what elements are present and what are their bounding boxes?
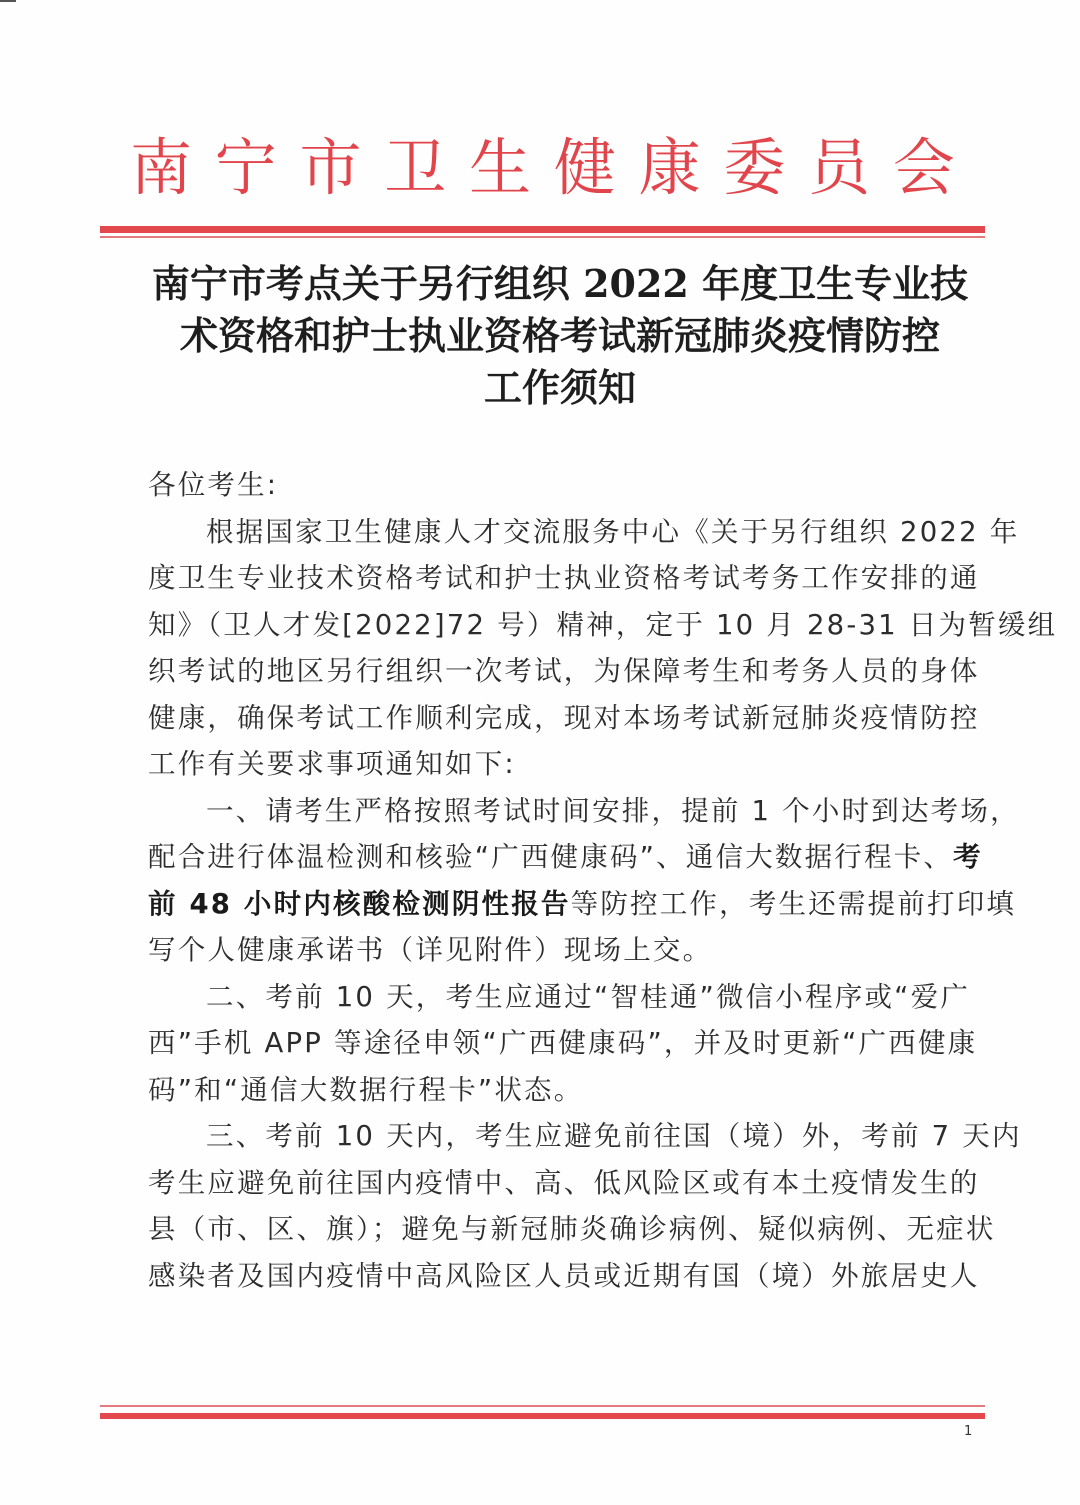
item2-line: 二、考前 10 天，考生应通过“智桂通”微信小程序或“爱广: [206, 980, 971, 1013]
item2-line: 码”和“通信大数据行程卡”状态。: [148, 1073, 584, 1106]
letterhead-char: 员: [808, 131, 871, 204]
header-rule-thick: [100, 226, 985, 233]
title-line: 术资格和护士执业资格考试新冠肺炎疫情防控: [179, 313, 940, 358]
item1-text: 等防控工作，考生还需提前打印填: [570, 887, 1017, 920]
salutation: 各位考生:: [148, 469, 279, 501]
item1-text: 配合进行体温检测和核验“广西健康码”、通信大数据行程卡、: [148, 841, 954, 873]
letterhead-char: 宁: [214, 131, 277, 204]
document-body: [148, 462, 1058, 1299]
letterhead-char: 生: [469, 131, 532, 204]
item1-line: 一、请考生严格按照考试时间安排，提前 1 个小时到达考场，: [206, 794, 1020, 827]
footer-rule-thick: [100, 1413, 985, 1419]
letterhead-char: 卫: [384, 131, 447, 204]
title-line: 工作须知: [483, 365, 636, 410]
intro-line: 工作有关要求事项通知如下:: [148, 748, 516, 780]
item1-emphasis: 考: [953, 841, 983, 873]
item3-line: 县（市、区、旗）；避免与新冠肺炎确诊病例、疑似病例、无症状: [148, 1213, 996, 1245]
letterhead-char: 委: [723, 131, 786, 204]
intro-line: 度卫生专业技术资格考试和护士执业资格考试考务工作安排的通: [148, 562, 980, 594]
footer-rule-thin: [100, 1405, 985, 1407]
letterhead-char: 会: [892, 131, 955, 204]
title-line: 南宁市考点关于另行组织 2022 年度卫生专业技: [151, 261, 969, 306]
letterhead-char: 市: [299, 131, 362, 204]
intro-line: 织考试的地区另行组织一次考试，为保障考生和考务人员的身体: [148, 655, 980, 687]
letterhead-char: 健: [553, 131, 616, 204]
intro-line: 健康，确保考试工作顺利完成，现对本场考试新冠肺炎疫情防控: [148, 701, 980, 734]
item1-line: [148, 881, 1017, 928]
item3-line: 感染者及国内疫情中高风险区人员或近期有国（境）外旅居史人: [148, 1259, 980, 1292]
intro-line: 知》（卫人才发[2022]72 号）精神，定于 10 月 28-31 日为暂缓组: [148, 608, 1058, 641]
letterhead-org-name: [100, 128, 985, 208]
item2-line: 西”手机 APP 等途径申领“广西健康码”，并及时更新“广西健康: [148, 1027, 978, 1059]
letterhead-char: 康: [638, 131, 701, 204]
intro-line: 根据国家卫生健康人才交流服务中心《关于另行组织 2022 年: [206, 515, 1020, 548]
item3-line: 三、考前 10 天内，考生应避免前往国（境）外，考前 7 天内: [206, 1120, 1022, 1152]
item1-emphasis: 前 48 小时内核酸检测阴性报告: [148, 887, 571, 920]
item1-line: [148, 834, 983, 881]
document-title: [130, 258, 990, 414]
item1-line: 写个人健康承诺书（详见附件）现场上交。: [148, 934, 713, 966]
header-rule-thin: [100, 236, 985, 238]
letterhead-char: 南: [130, 131, 193, 204]
item3-line: 考生应避免前往国内疫情中、高、低风险区或有本土疫情发生的: [148, 1166, 980, 1199]
scan-artifact: [0, 0, 16, 2]
page-number: 1: [964, 1424, 973, 1439]
